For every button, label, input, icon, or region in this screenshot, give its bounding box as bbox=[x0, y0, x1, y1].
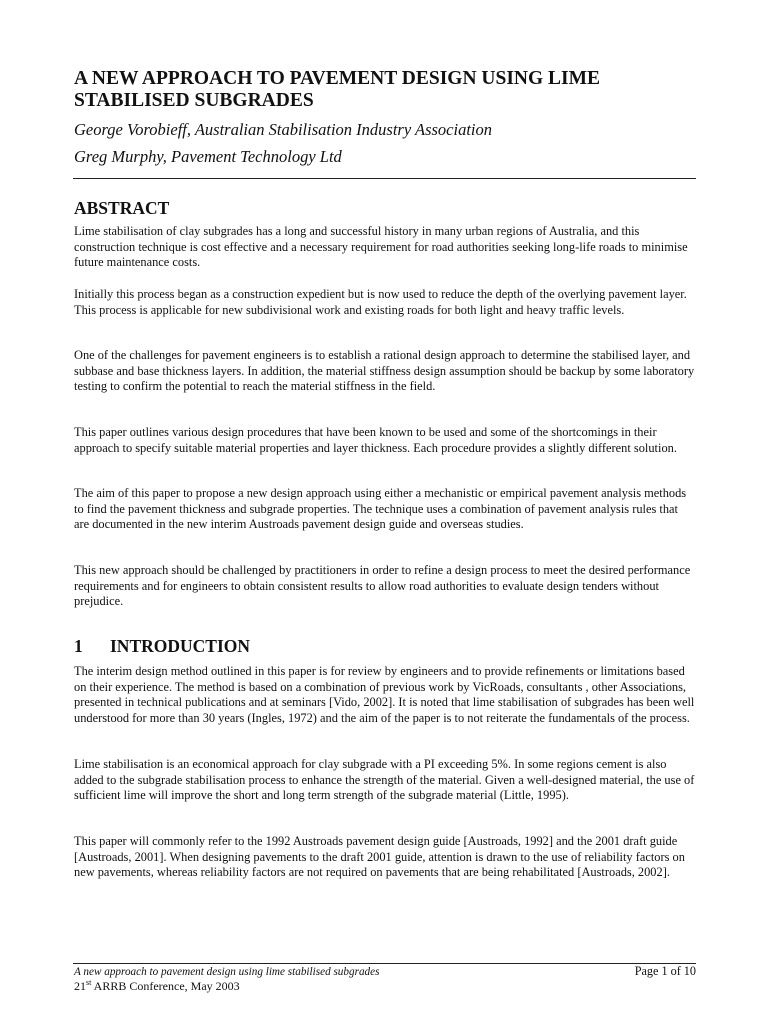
conference-text: ARRB Conference, May 2003 bbox=[91, 979, 240, 993]
abstract-paragraph-4: This paper outlines various design procedures that have been known to be used and some of the shortcomings in their approach to specify suitable material properties and layer thickness. Each procedure provides a slightly different solution. bbox=[74, 425, 677, 455]
section-number: 1 bbox=[74, 636, 83, 656]
conference-ordinal-suffix: st bbox=[86, 978, 92, 987]
footer-page-number: Page 1 of 10 bbox=[634, 964, 696, 978]
section-title: INTRODUCTION bbox=[110, 636, 251, 656]
abstract-paragraph-1: Lime stabilisation of clay subgrades has a long and successful history in many urban regions of Australia, and this construction technique is cost effective and a necessary requirement for road authorities seeking long-life roads to minimise future maintenance costs. bbox=[74, 224, 688, 270]
introduction-paragraph-3: This paper will commonly refer to the 1992 Austroads pavement design guide [Austroads, 1992] and the 2001 draft guide [Austroads, 2001]. When designing pavements to the draft 2001 guide, attention is drawn to the use of reliability factors on new pavements, whereas reliability factors are not required on pavements that are being rehabilitated [Austroads, 2002]. bbox=[74, 834, 685, 880]
author-2: Greg Murphy, Pavement Technology Ltd bbox=[74, 147, 342, 166]
abstract-paragraph-6: This new approach should be challenged by practitioners in order to refine a design process to meet the desired performance requirements and for engineers to obtain consistent results to allow road authorities to evaluate design tenders without prejudice. bbox=[74, 563, 691, 609]
abstract-heading: ABSTRACT bbox=[74, 198, 170, 218]
author-1: George Vorobieff, Australian Stabilisation Industry Association bbox=[74, 120, 493, 139]
paper-title: A NEW APPROACH TO PAVEMENT DESIGN USING LIME STABILISED SUBGRADES bbox=[74, 68, 601, 111]
introduction-paragraph-2: Lime stabilisation is an economical approach for clay subgrade with a PI exceeding 5%. In some regions cement is also added to the subgrade stabilisation process to enhance the strength of the material. Given a well-designed material, the use of sufficient lime will improve the short and long term strength of the subgrade material (Little, 1995). bbox=[74, 757, 695, 803]
introduction-heading bbox=[74, 636, 250, 656]
footer-divider bbox=[73, 963, 696, 964]
abstract-paragraph-5: The aim of this paper to propose a new design approach using either a mechanistic or empirical pavement analysis methods to find the pavement thickness and subgrade properties. The technique uses a combination of pavement analysis rules that are documented in the new interim Austroads pavement design guide and overseas studies. bbox=[74, 486, 687, 532]
introduction-paragraph-1: The interim design method outlined in this paper is for review by engineers and to provide refinements or limitations based on their experience. The method is based on a combination of previous work by VicRoads, consultants , other Associations, presented in technical publications and at seminars [Vido, 2002]. It is noted that lime stabilisation of subgrades has been well understood for more than 30 years (Ingles, 1972) and the aim of the paper is to not reiterate the fundamentals of the process. bbox=[74, 664, 695, 725]
abstract-paragraph-2: Initially this process began as a construction expedient but is now used to reduce the depth of the overlying pavement layer. This process is applicable for new subdivisional work and existing roads for both light and heavy traffic levels. bbox=[74, 287, 687, 317]
footer-conference bbox=[74, 978, 240, 994]
conference-number: 21 bbox=[74, 979, 86, 993]
title-divider bbox=[73, 178, 696, 179]
abstract-paragraph-3: One of the challenges for pavement engineers is to establish a rational design approach to determine the stabilised layer, and subbase and base thickness layers. In addition, the material stiffness design assumption should be backup by some laboratory testing to confirm the potential to reach the material stiffness in the field. bbox=[74, 348, 695, 394]
footer-running-title: A new approach to pavement design using lime stabilised subgrades bbox=[74, 966, 380, 978]
